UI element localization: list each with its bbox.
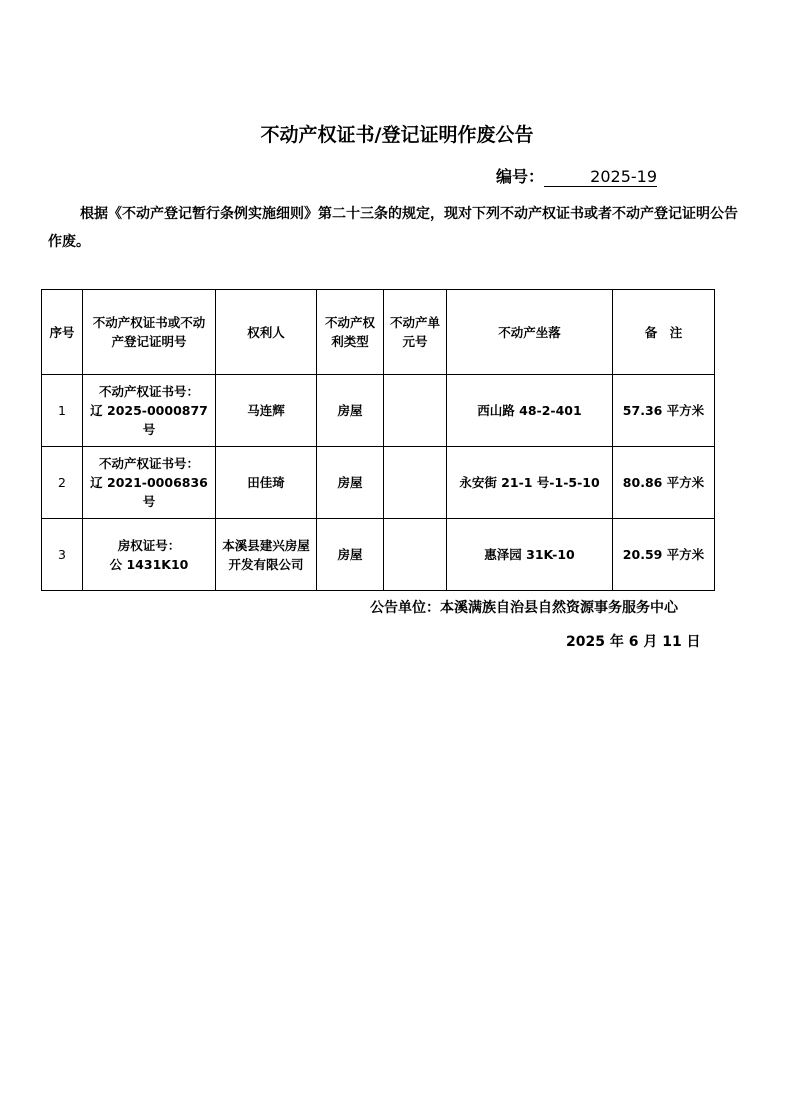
announcing-unit: 公告单位：本溪满族自治县自然资源事务服务中心	[370, 600, 678, 616]
serial-number	[496, 164, 657, 187]
serial-value: 2025-19	[544, 168, 657, 187]
serial-label: 编号：	[496, 167, 545, 186]
header-location: 不动产坐落	[447, 290, 613, 375]
cell-cert-no	[83, 447, 216, 519]
announcement-date: 2025 年 6 月 11 日	[566, 634, 701, 650]
cert-label: 不动产权证书号：	[98, 456, 199, 471]
cell-right-type: 房屋	[317, 447, 384, 519]
header-right-type: 不动产权利类型	[317, 290, 384, 375]
cell-location: 永安街 21-1 号-1-5-10	[447, 447, 613, 519]
cell-unit-no	[384, 375, 447, 447]
table-row	[42, 519, 715, 591]
cert-number: 辽 2021-0006836 号	[90, 475, 208, 509]
cell-cert-no	[83, 519, 216, 591]
table-row	[42, 447, 715, 519]
cell-right-type: 房屋	[317, 519, 384, 591]
header-unit-no: 不动产单元号	[384, 290, 447, 375]
table-header-row	[42, 290, 715, 375]
cell-unit-no	[384, 519, 447, 591]
cell-holder: 本溪县建兴房屋开发有限公司	[216, 519, 317, 591]
cert-number: 辽 2025-0000877 号	[90, 403, 208, 437]
cell-remark: 80.86 平方米	[613, 447, 715, 519]
intro-paragraph: 根据《不动产登记暂行条例实施细则》第二十三条的规定，现对下列不动产权证书或者不动产登记证明公告作废。	[48, 206, 738, 250]
cell-location: 西山路 48-2-401	[447, 375, 613, 447]
header-seq: 序号	[42, 290, 83, 375]
header-cert-no: 不动产权证书或不动产登记证明号	[83, 290, 216, 375]
certificate-table	[41, 289, 715, 591]
header-remark: 备 注	[613, 290, 715, 375]
cell-right-type: 房屋	[317, 375, 384, 447]
cell-remark: 57.36 平方米	[613, 375, 715, 447]
cell-remark: 20.59 平方米	[613, 519, 715, 591]
cell-location: 惠泽园 31K-10	[447, 519, 613, 591]
cell-unit-no	[384, 447, 447, 519]
cert-label: 不动产权证书号：	[98, 384, 199, 399]
cell-holder: 田佳琦	[216, 447, 317, 519]
cell-cert-no	[83, 375, 216, 447]
cell-seq: 1	[42, 375, 83, 447]
table-row	[42, 375, 715, 447]
page-title: 不动产权证书/登记证明作废公告	[260, 124, 534, 146]
cell-seq: 2	[42, 447, 83, 519]
cell-seq: 3	[42, 519, 83, 591]
cell-holder: 马连辉	[216, 375, 317, 447]
header-holder: 权利人	[216, 290, 317, 375]
cert-label: 房权证号：	[117, 537, 181, 553]
cert-number: 公 1431K10	[109, 556, 189, 572]
